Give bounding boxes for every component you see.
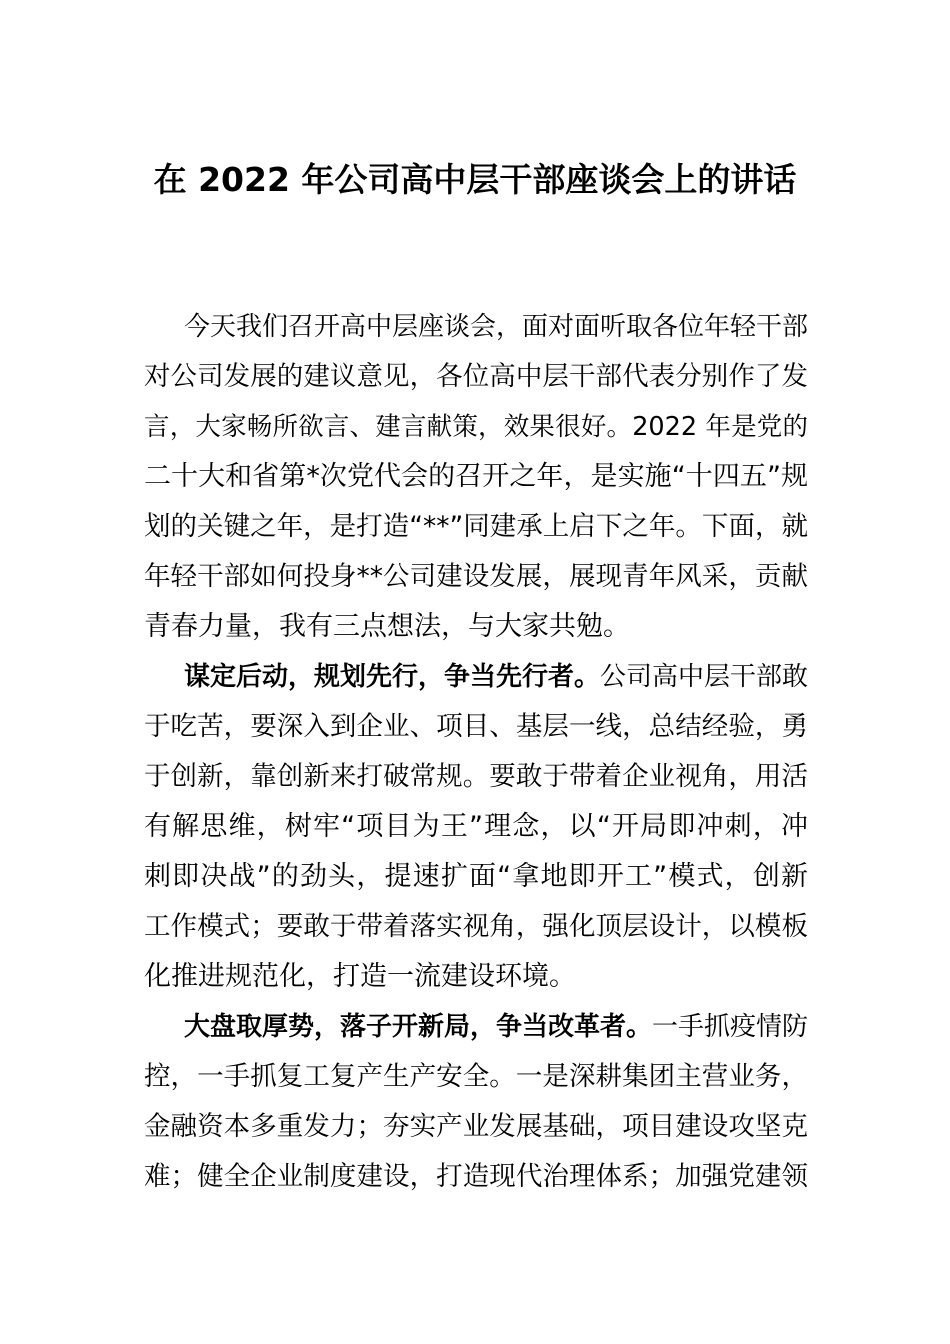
paragraph-1 — [144, 302, 808, 652]
text-line: 谋定后动，规划先行，争当先行者。公司高中层干部敢 — [184, 662, 809, 692]
text-line: 难；健全企业制度建设，打造现代治理体系；加强党建领 — [144, 1161, 808, 1192]
text-line: 刺即决战”的劲头，提速扩面“拿地即开工”模式，创新 — [144, 861, 808, 892]
text-line: 金融资本多重发力；夯实产业发展基础，项目建设攻坚克 — [144, 1111, 808, 1142]
text-line: 于吃苦，要深入到企业、项目、基层一线，总结经验，勇 — [144, 711, 808, 742]
paragraph-3 — [144, 1002, 808, 1202]
text-line: 青春力量，我有三点想法，与大家共勉。 — [144, 611, 630, 642]
text-line: 划的关键之年，是打造“**”同建承上启下之年。下面，就 — [144, 511, 808, 542]
text-line: 于创新，靠创新来打破常规。要敢于带着企业视角，用活 — [144, 761, 808, 792]
paragraph-2 — [144, 652, 808, 1002]
text-line: 对公司发展的建议意见，各位高中层干部代表分别作了发 — [144, 361, 808, 392]
text-line: 控，一手抓复工复产生产安全。一是深耕集团主营业务， — [144, 1061, 808, 1092]
document-body — [144, 302, 808, 1202]
document-title: 在 2022 年公司高中层干部座谈会上的讲话 — [153, 160, 797, 199]
text-line: 有解思维，树牢“项目为王”理念，以“开局即冲刺，冲 — [144, 811, 808, 842]
paragraph-heading: 谋定后动，规划先行，争当先行者。 — [184, 662, 601, 692]
text-line: 今天我们召开高中层座谈会，面对面听取各位年轻干部 — [184, 312, 809, 342]
text-line: 大盘取厚势，落子开新局，争当改革者。一手抓疫情防 — [184, 1012, 809, 1042]
text-line: 言，大家畅所欲言、建言献策，效果很好。2022 年是党的 — [144, 412, 808, 442]
text-line: 工作模式；要敢于带着落实视角，强化顶层设计，以模板 — [144, 911, 808, 942]
paragraph-heading: 大盘取厚势，落子开新局，争当改革者。 — [184, 1012, 653, 1042]
text-line: 二十大和省第*次党代会的召开之年，是实施“十四五”规 — [144, 461, 808, 492]
text-line: 化推进规范化，打造一流建设环境。 — [144, 961, 576, 992]
text-line: 年轻干部如何投身**公司建设发展，展现青年风采，贡献 — [144, 561, 808, 592]
